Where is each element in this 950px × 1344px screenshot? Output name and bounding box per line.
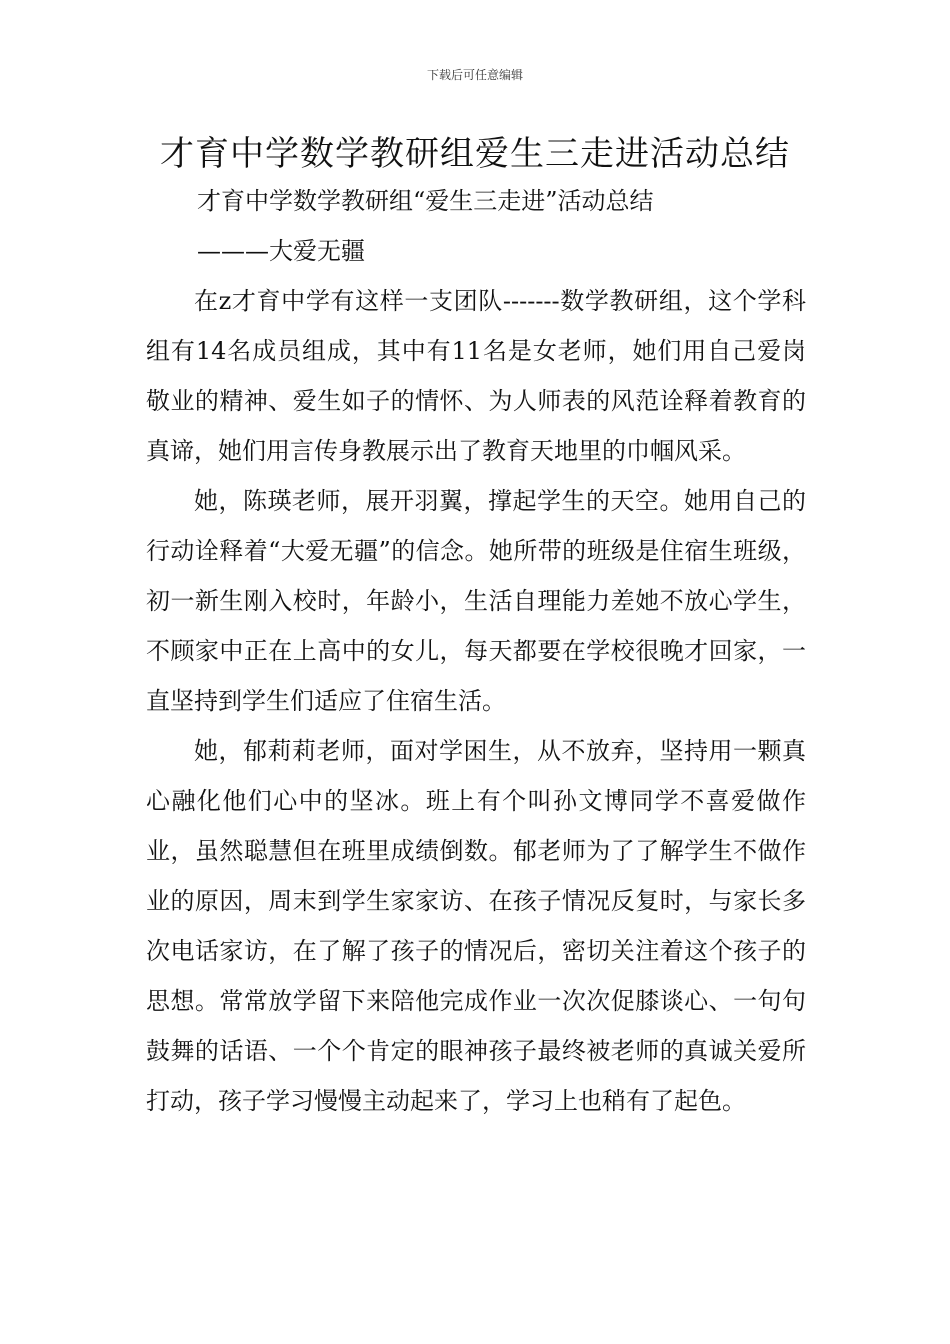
document-subtitle: 才育中学数学教研组“爱生三走进”活动总结 bbox=[197, 187, 654, 215]
paragraph-3: 她，郁莉莉老师，面对学困生，从不放弃，坚持用一颗真心融化他们心中的坚冰。班上有个叫孙文博同学不喜爱做作业，虽然聪慧但在班里成绩倒数。郁老师为了了解学生不做作业的原因，周末到学生家家访、在孩子情况反复时，与家长多次电话家访，在了解了孩子的情况后，密切关注着这个孩子的思想。常常放学留下来陪他完成作业一次次促膝谈心、一句句鼓舞的话语、一个个肯定的眼神孩子最终被老师的真诚关爱所打动，孩子学习慢慢主动起来了，学习上也稍有了起色。 bbox=[146, 737, 806, 1115]
document-subline: ———大爱无疆 bbox=[197, 237, 365, 265]
document-title: 才育中学数学教研组爱生三走进活动总结 bbox=[160, 134, 790, 174]
paragraph-1: 在z才育中学有这样一支团队-------数学教研组，这个学科组有14名成员组成，其中有11名是女老师，她们用自己爱岗敬业的精神、爱生如子的情怀、为人师表的风范诠释着教育的真谛，她们用言传身教展示出了教育天地里的巾帼风采。 bbox=[146, 287, 806, 465]
header-note: 下载后可任意编辑 bbox=[426, 68, 523, 82]
document-body bbox=[146, 276, 806, 1126]
paragraph-2: 她，陈瑛老师，展开羽翼，撑起学生的天空。她用自己的行动诠释着“大爱无疆”的信念。她所带的班级是住宿生班级，初一新生刚入校时，年龄小，生活自理能力差她不放心学生，不顾家中正在上高中的女儿，每天都要在学校很晚才回家，一直坚持到学生们适应了住宿生活。 bbox=[146, 487, 806, 715]
